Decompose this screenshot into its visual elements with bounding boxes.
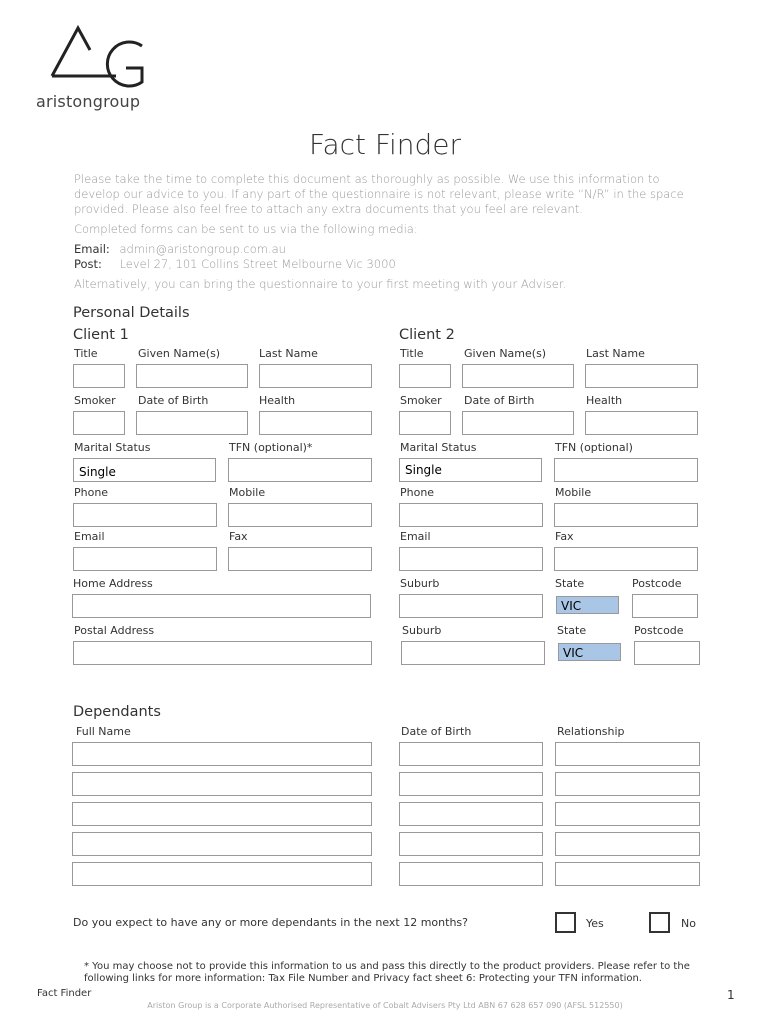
intro-media: Completed forms can be sent to us via the following media: — [74, 222, 418, 236]
client1-dob-label: Date of Birth — [138, 394, 209, 407]
post-label: Post: — [74, 257, 102, 271]
client1-smoker-field[interactable] — [73, 411, 125, 435]
client1-email-field[interactable] — [73, 547, 217, 571]
dependant-3-dob[interactable] — [399, 802, 543, 826]
postal-address-label: Postal Address — [74, 624, 155, 637]
no-checkbox[interactable] — [649, 912, 670, 933]
dependant-2-name[interactable] — [72, 772, 372, 796]
yes-checkbox[interactable] — [555, 912, 576, 933]
page-title: Fact Finder — [308, 128, 462, 161]
client2-last-label: Last Name — [586, 347, 645, 360]
dependants-relationship-label: Relationship — [557, 725, 625, 738]
home-address-field[interactable] — [72, 594, 371, 618]
client2-mobile-label: Mobile — [555, 486, 592, 499]
client1-heading: Client 1 — [73, 327, 129, 343]
logo — [36, 24, 166, 114]
no-label: No — [681, 917, 696, 930]
client1-fax-label: Fax — [229, 530, 248, 543]
client1-marital-select[interactable]: Single — [73, 458, 216, 482]
client1-email-label: Email — [74, 530, 105, 543]
client2-fax-field[interactable] — [554, 547, 698, 571]
intro-alternative: Alternatively, you can bring the questionnaire to your first meeting with your Adviser. — [74, 277, 567, 291]
dependant-4-relationship[interactable] — [555, 832, 700, 856]
home-suburb-label: Suburb — [400, 577, 440, 590]
home-state-select[interactable]: VIC — [556, 596, 619, 614]
footer-document-name: Fact Finder — [37, 988, 92, 999]
dependant-1-name[interactable] — [72, 742, 372, 766]
email-row — [74, 242, 694, 257]
dependant-2-relationship[interactable] — [555, 772, 700, 796]
personal-details-title: Personal Details — [73, 305, 190, 321]
client2-smoker-label: Smoker — [400, 394, 442, 407]
client1-mobile-field[interactable] — [228, 503, 372, 527]
client1-given-label: Given Name(s) — [138, 347, 221, 360]
client2-health-field[interactable] — [585, 411, 698, 435]
logo-mark — [50, 24, 160, 96]
brand-name: aristongroup — [36, 92, 141, 111]
client1-given-field[interactable] — [136, 364, 248, 388]
client1-health-field[interactable] — [259, 411, 372, 435]
post-value: Level 27, 101 Collins Street Melbourne Vic 3000 — [119, 257, 396, 271]
client2-heading: Client 2 — [399, 327, 455, 343]
footer-disclaimer: Ariston Group is a Corporate Authorised Representative of Cobalt Advisers Pty Ltd ABN 67 628 657 090 (AFSL 512550) — [147, 1001, 623, 1010]
dependant-3-relationship[interactable] — [555, 802, 700, 826]
client2-given-field[interactable] — [462, 364, 574, 388]
client2-dob-field[interactable] — [462, 411, 574, 435]
client2-phone-label: Phone — [400, 486, 435, 499]
email-value: admin@aristongroup.com.au — [119, 242, 286, 256]
client2-title-label: Title — [400, 347, 424, 360]
dependant-4-dob[interactable] — [399, 832, 543, 856]
client1-marital-label: Marital Status — [74, 441, 151, 454]
client1-last-label: Last Name — [259, 347, 318, 360]
dependants-title: Dependants — [73, 704, 161, 720]
email-label: Email: — [74, 242, 110, 256]
client2-smoker-field[interactable] — [399, 411, 451, 435]
client2-marital-label: Marital Status — [400, 441, 477, 454]
home-address-label: Home Address — [73, 577, 153, 590]
client2-email-field[interactable] — [399, 547, 543, 571]
dependant-5-dob[interactable] — [399, 862, 543, 886]
postal-address-field[interactable] — [73, 641, 372, 665]
postal-state-select[interactable]: VIC — [558, 643, 621, 661]
client1-tfn-field[interactable] — [228, 458, 372, 482]
client2-phone-field[interactable] — [399, 503, 543, 527]
client2-tfn-label: TFN (optional) — [555, 441, 633, 454]
home-state-label: State — [555, 577, 585, 590]
dependants-question: Do you expect to have any or more dependants in the next 12 months? — [73, 916, 468, 929]
dependants-dob-label: Date of Birth — [401, 725, 472, 738]
client2-marital-select[interactable]: Single — [399, 458, 542, 482]
dependant-5-name[interactable] — [72, 862, 372, 886]
tfn-footnote: * You may choose not to provide this information to us and pass this directly to the product providers. Please refer to the following links for more information: Tax File Number and Privacy fact sheet 6: Protecting your TFN information. — [84, 961, 690, 984]
client2-health-label: Health — [586, 394, 623, 407]
dependant-5-relationship[interactable] — [555, 862, 700, 886]
client1-smoker-label: Smoker — [74, 394, 116, 407]
client1-last-field[interactable] — [259, 364, 372, 388]
client1-phone-field[interactable] — [73, 503, 217, 527]
client1-tfn-label: TFN (optional)* — [229, 441, 313, 454]
client2-fax-label: Fax — [555, 530, 574, 543]
client1-title-label: Title — [74, 347, 98, 360]
home-postcode-label: Postcode — [632, 577, 682, 590]
client2-email-label: Email — [400, 530, 431, 543]
home-postcode-field[interactable] — [632, 594, 698, 618]
postal-suburb-label: Suburb — [402, 624, 442, 637]
dependants-fullname-label: Full Name — [76, 725, 131, 738]
yes-label: Yes — [586, 917, 604, 930]
client2-given-label: Given Name(s) — [464, 347, 547, 360]
intro-paragraph: Please take the time to complete this document as thoroughly as possible. We use this information to develop our advice to you. If any part of the questionnaire is not relevant, please write “N/R” in the space provided. Please also feel free to attach any extra documents that you feel are relevant. — [74, 172, 684, 216]
client2-title-field[interactable] — [399, 364, 451, 388]
client1-fax-field[interactable] — [228, 547, 372, 571]
dependant-1-relationship[interactable] — [555, 742, 700, 766]
dependant-3-name[interactable] — [72, 802, 372, 826]
post-row — [74, 257, 694, 272]
home-suburb-field[interactable] — [399, 594, 543, 618]
dependant-1-dob[interactable] — [399, 742, 543, 766]
postal-suburb-field[interactable] — [401, 641, 545, 665]
postal-state-label: State — [557, 624, 587, 637]
client1-title-field[interactable] — [73, 364, 125, 388]
client2-tfn-field[interactable] — [554, 458, 698, 482]
dependant-2-dob[interactable] — [399, 772, 543, 796]
client2-mobile-field[interactable] — [554, 503, 698, 527]
client2-last-field[interactable] — [585, 364, 698, 388]
page-number: 1 — [727, 988, 735, 1002]
client1-dob-field[interactable] — [136, 411, 248, 435]
client2-dob-label: Date of Birth — [464, 394, 535, 407]
client1-mobile-label: Mobile — [229, 486, 266, 499]
dependant-4-name[interactable] — [72, 832, 372, 856]
client1-health-label: Health — [259, 394, 296, 407]
client1-phone-label: Phone — [74, 486, 109, 499]
postal-postcode-field[interactable] — [634, 641, 700, 665]
postal-postcode-label: Postcode — [634, 624, 684, 637]
